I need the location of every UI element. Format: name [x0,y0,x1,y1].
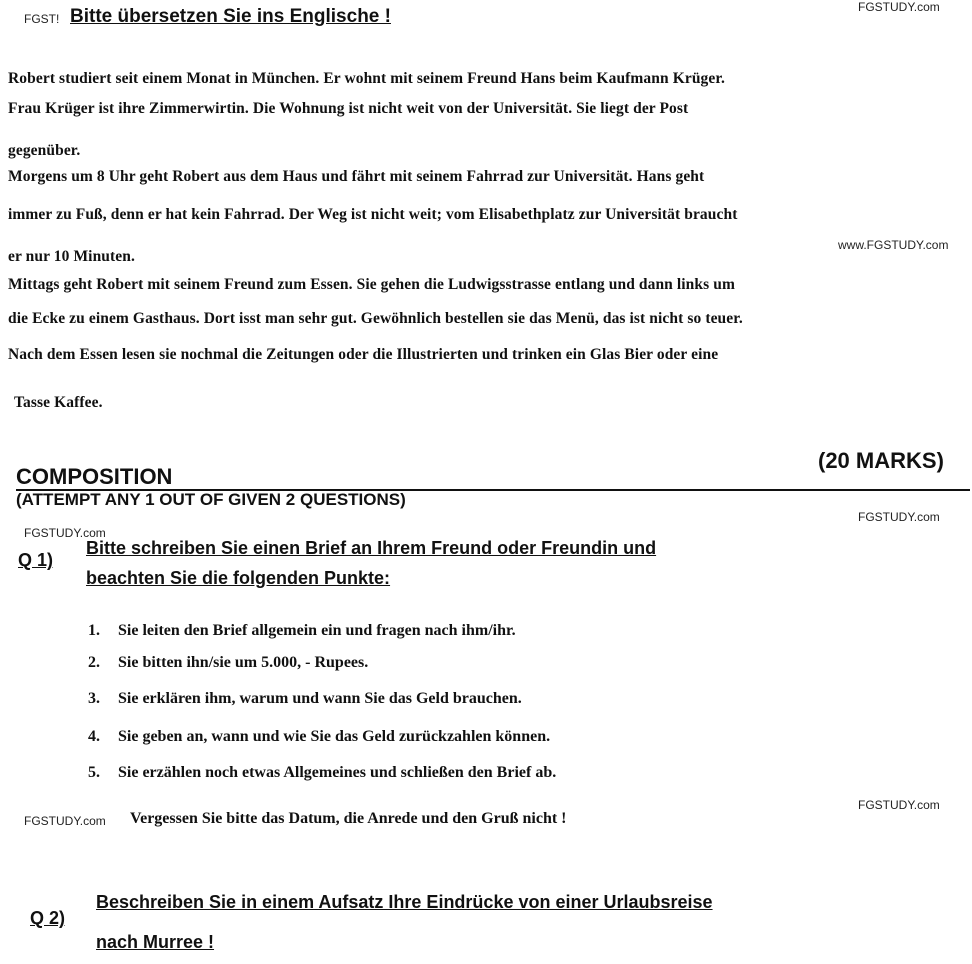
translation-line-6: er nur 10 Minuten. [8,248,135,265]
q1-point-5-number: 5. [88,764,100,781]
q1-line-2: beachten Sie die folgenden Punkte: [86,568,391,588]
translation-line-8: die Ecke zu einem Gasthaus. Dort isst man sehr gut. Gewöhnlich bestellen sie das Menü, das ist nicht so teuer. [8,310,743,327]
translation-line-1: Robert studiert seit einem Monat in München. Er wohnt mit seinem Freund Hans beim Kaufmann Krüger. [8,70,725,87]
translation-line-3: gegenüber. [8,142,81,159]
q1-point-1-text: Sie leiten den Brief allgemein ein und fragen nach ihm/ihr. [118,622,516,639]
composition-marks: (20 MARKS) [818,448,944,473]
translation-line-9: Nach dem Essen lesen sie nochmal die Zeitungen oder die Illustrierten und trinken ein Glas Bier oder eine [8,346,719,363]
q1-line-1: Bitte schreiben Sie einen Brief an Ihrem Freund oder Freundin und [86,538,657,558]
watermark-note-left: FGSTUDY.com [24,814,106,828]
translation-title: Bitte übersetzen Sie ins Englische ! [70,6,391,27]
translation-line-2: Frau Krüger ist ihre Zimmerwirtin. Die Wohnung ist nicht weit von der Universität. Sie liegt der Post [8,100,689,117]
q1-note: Vergessen Sie bitte das Datum, die Anrede und den Gruß nicht ! [130,810,567,827]
q1-point-2-number: 2. [88,654,100,671]
q1-point-3 [88,690,522,708]
q1-point-3-text: Sie erklären ihm, warum und wann Sie das Geld brauchen. [118,690,522,707]
q1-point-4 [88,728,550,746]
q1-point-4-number: 4. [88,728,100,745]
q1-number: Q 1) [18,550,54,570]
q1-point-4-text: Sie geben an, wann und wie Sie das Geld zurückzahlen können. [118,728,551,745]
q1-point-1-number: 1. [88,622,100,639]
watermark-top-left: FGST! [24,12,60,26]
q2-line-1: Beschreiben Sie in einem Aufsatz Ihre Eindrücke von einer Urlaubsreise [96,892,713,912]
translation-line-5: immer zu Fuß, denn er hat kein Fahrrad. Der Weg ist nicht weit; vom Elisabethplatz zur Universität braucht [8,206,738,223]
q1-point-5 [88,764,556,782]
watermark-top-right: FGSTUDY.com [858,0,940,14]
watermark-mid-right: www.FGSTUDY.com [838,238,949,252]
q1-point-5-text: Sie erzählen noch etwas Allgemeines und schließen den Brief ab. [118,764,557,781]
watermark-comp-right: FGSTUDY.com [858,510,940,524]
q1-point-2 [88,654,368,672]
translation-line-7: Mittags geht Robert mit seinem Freund zum Essen. Sie gehen die Ludwigsstrasse entlang und dann links um [8,276,735,293]
translation-line-10: Tasse Kaffee. [14,394,103,411]
translation-line-4: Morgens um 8 Uhr geht Robert aus dem Haus und fährt mit seinem Fahrrad zur Universität. Hans geht [8,168,705,185]
composition-instruction: (ATTEMPT ANY 1 OUT OF GIVEN 2 QUESTIONS) [16,490,406,509]
q2-number: Q 2) [30,908,66,928]
q1-point-3-number: 3. [88,690,100,707]
watermark-comp-left: FGSTUDY.com [24,526,106,540]
q1-point-2-text: Sie bitten ihn/sie um 5.000, - Rupees. [118,654,369,671]
composition-title: COMPOSITION [16,464,173,489]
q2-line-2: nach Murree ! [96,932,215,952]
q1-point-1 [88,622,516,640]
watermark-note-right: FGSTUDY.com [858,798,940,812]
